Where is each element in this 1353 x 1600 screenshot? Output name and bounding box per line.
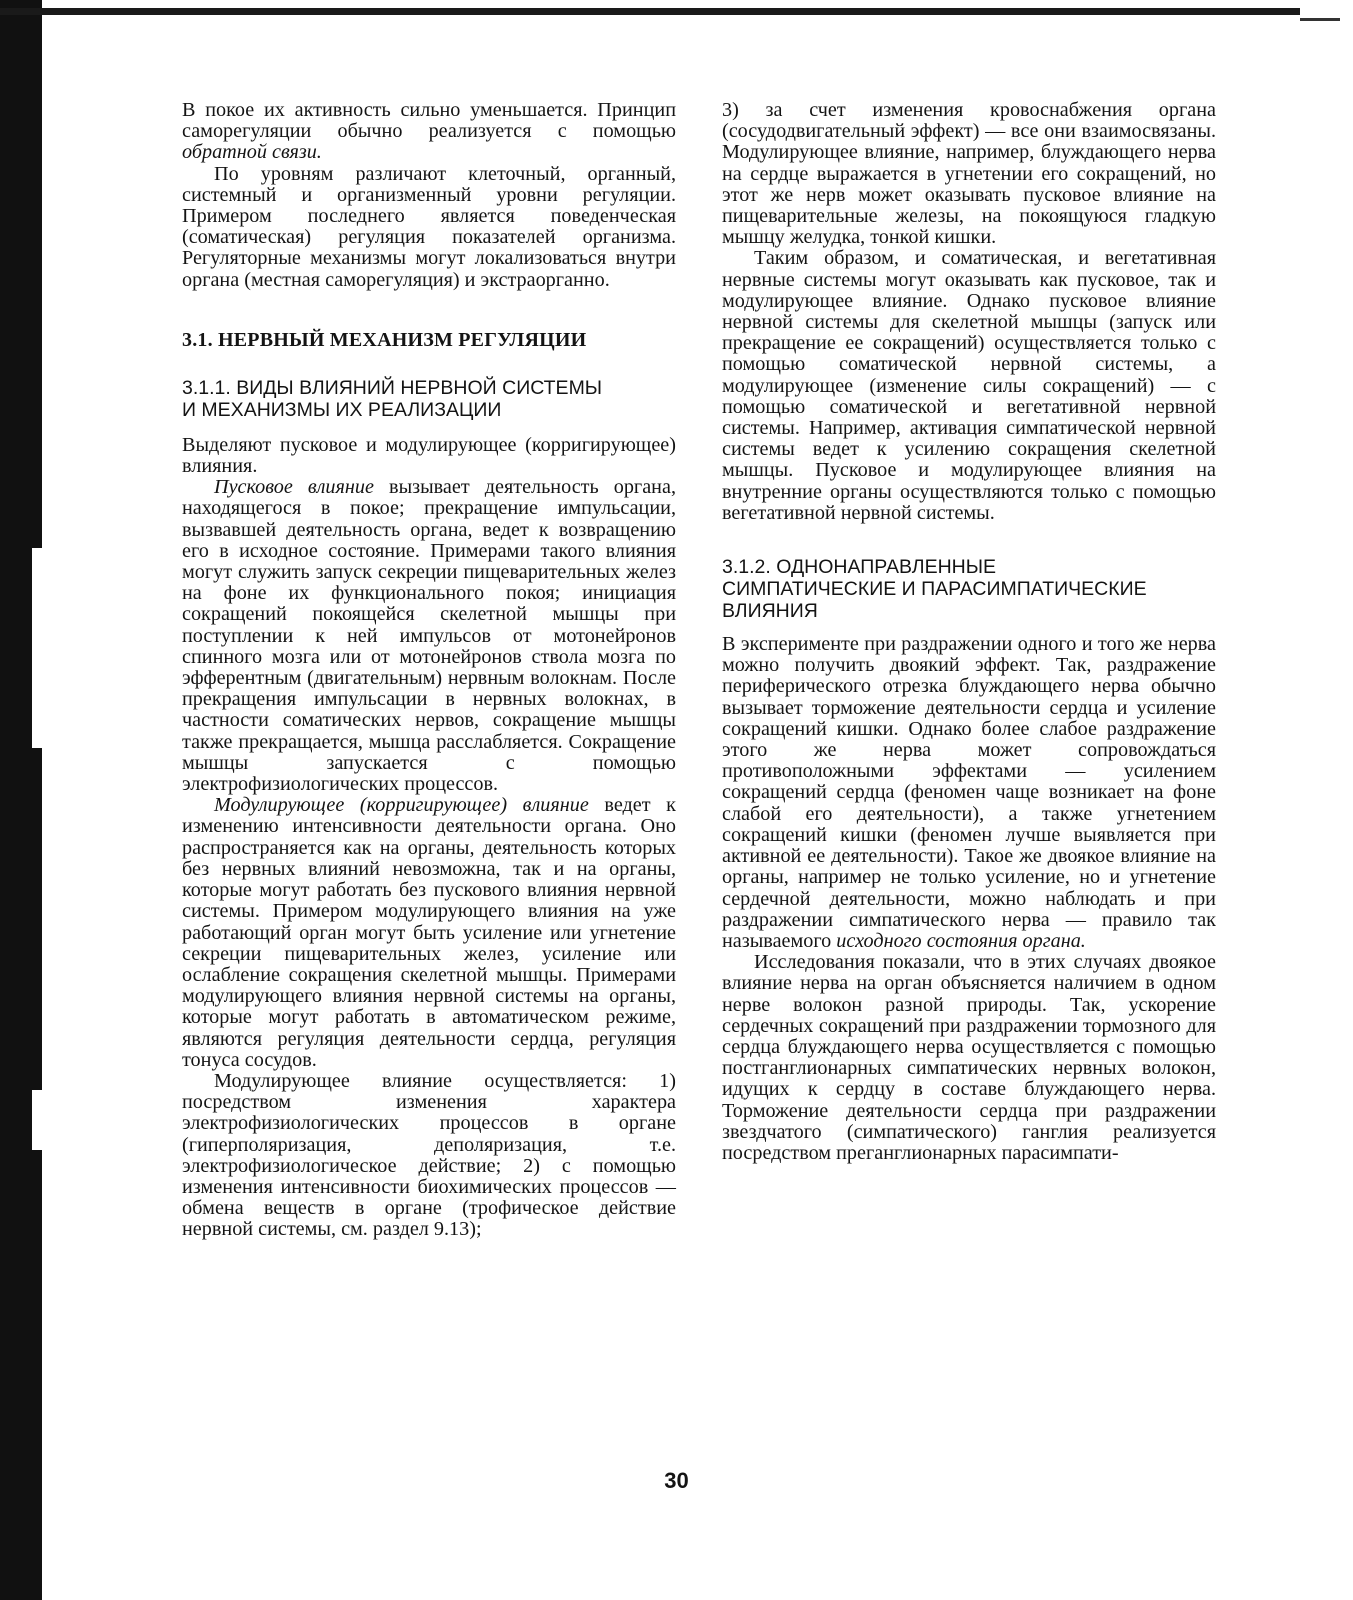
subsection-title-line: И МЕХАНИЗМЫ ИХ РЕАЛИЗАЦИИ [182,398,502,421]
paragraph [182,100,676,164]
scan-edge-notch [32,548,50,748]
section-title: 3.1. НЕРВНЫЙ МЕХАНИЗМ РЕГУЛЯЦИИ [182,328,587,351]
scan-edge-notch [32,1090,54,1150]
subsection-title [182,377,676,421]
subsection-title-line: 3.1.2. ОДНОНАПРАВЛЕННЫЕ [722,556,997,579]
paragraph: 3) за счет изменения кровоснабжения органа (сосудодвигательный эффект) — все они взаимосвязаны. Модулирующее влияние, например, блуждающего нерва на сердце выражается в угнетении его сокращений, но этот же нерв может оказывать пусковое влияние на пищеварительные железы, на покоящуюся гладкую мышцу желудка, тонкой кишки. [722,99,1216,249]
italic-term: исходного состояния органа. [836,929,1086,952]
paragraph: Выделяют пусковое и модулирующее (корригирующее) влияния. [182,433,676,478]
scan-edge-top [0,8,1300,15]
paragraph: По уровням различают клеточный, органный, системный и организменный уровни регуляции. Примером последнего является поведенческая (соматическая) регуляция показателей организма. Регуляторные механизмы могут локализоваться внутри органа (местная саморегуляция) и экстраорганно. [182,162,676,291]
scan-edge-top-tail [1300,18,1340,21]
paragraph: Таким образом, и соматическая, и вегетативная нервные системы могут оказывать как пусковое, так и модулирующее влияние. Однако пусковое влияние нервной системы для скелетной мышцы (запуск или прекращение ее сокращений) осуществляется только с помощью соматической нервной системы, а модулирующее (изменение силы сокращений) — с помощью соматической и вегетативной нервной системы. Например, активация симпатической нервной системы ведет к усилению сокращения скелетной мышцы. Пусковое и модулирующее влияния на внутренние органы осуществляются только с помощью вегетативной нервной системы. [722,247,1216,524]
paragraph [182,477,676,795]
paragraph-text: ведет к изменению интенсивности деятельности органа. Оно распространяется как на органы, деятельность которых без нервных влияний невозможна, так и на органы, которые могут работать без пускового влияния нервной системы. Примером модулирующего влияния на уже работающий орган могут быть усиление или угнетение секреции пищеварительных желез, усиление или ослабление сокращения скелетной мышцы. Примерами модулирующего влияния нервной системы на органы, которые могут работать в автоматическом режиме, являются регуляция деятельности сердца, регуляция тонуса сосудов. [182,794,676,1071]
paragraph: Модулирующее влияние осуществляется: 1) посредством изменения характера электрофизиологических процессов в органе (гиперполяризация, деполяризация, т.е. электрофизиологическое действие; 2) с помощью изменения интенсивности биохимических процессов — обмена веществ в органе (трофическое действие нервной системы, см. раздел 9.13); [182,1069,676,1241]
paragraph [182,795,676,1071]
paragraph-text: В покое их активность сильно уменьшается. Принцип саморегуляции обычно реализуется с помощью [182,99,676,143]
italic-term: обратной связи. [182,141,322,164]
subsection-title [722,556,1216,622]
paragraph-text: вызывает деятельность органа, находящегося в покое; прекращение импульсации, вызвавшей деятельность органа, ведет к возвращению его в исходное состояние. Примерами такого влияния могут служить запуск секреции пищеварительных желез на фоне их функционального покоя; инициация сокращений покоящейся скелетной мышцы при поступлении к ней импульсов от мотонейронов спинного мозга или от мотонейронов ствола мозга по эфферентным (двигательным) нервным волокнам. После прекращения импульсации в нервных волокнах, в частности соматических нервов, сокращение мышцы также прекращается, мышца расслабляется. Сокращение мышцы запускается с помощью электрофизиологических процессов. [182,476,676,796]
scan-edge-left [0,0,42,1600]
subsection-title-line: ВЛИЯНИЯ [722,600,818,623]
paragraph: Исследования показали, что в этих случаях двоякое влияние нерва на орган объясняется наличием в одном нерве волокон разной природы. Так, ускорение сердечных сокращений при раздражении тормозного для сердца блуждающего нерва осуществляется с помощью постганглионарных симпатических нервных волокон, идущих к сердцу в составе блуждающего нерва. Торможение деятельности сердца при раздражении звездчатого (симпатического) ганглия реализуется посредством преганглионарных парасимпати- [722,951,1216,1164]
paragraph-text: В эксперименте при раздражении одного и того же нерва можно получить двоякий эффект. Так, раздражение периферического отрезка блуждающего нерва обычно вызывает торможение деятельности сердца и усиление сокращений кишки. Однако более слабое раздражение этого же нерва может сопровождаться противоположными эффектами — усилением сокращений сердца (феномен чаще возникает на фоне слабой его деятельности), а также угнетением сокращений кишки (феномен лучше выявляется при активной ее деятельности). Такое же двоякое влияние на органы, например не только усиление, но и угнетение сердечной деятельности, можно наблюдать и при раздражении симпатического нерва — правило так называемого [722,633,1216,952]
left-column [182,100,676,1241]
paragraph [722,634,1216,952]
italic-term: Модулирующее (корригирующее) влияние [214,794,589,817]
subsection-title-line: СИМПАТИЧЕСКИЕ И ПАРАСИМПАТИЧЕСКИЕ [722,578,1147,601]
right-column [722,100,1216,1164]
subsection-title-line: 3.1.1. ВИДЫ ВЛИЯНИЙ НЕРВНОЙ СИСТЕМЫ [182,376,603,399]
page-number: 30 [664,1468,689,1493]
italic-term: Пусковое влияние [214,476,374,499]
